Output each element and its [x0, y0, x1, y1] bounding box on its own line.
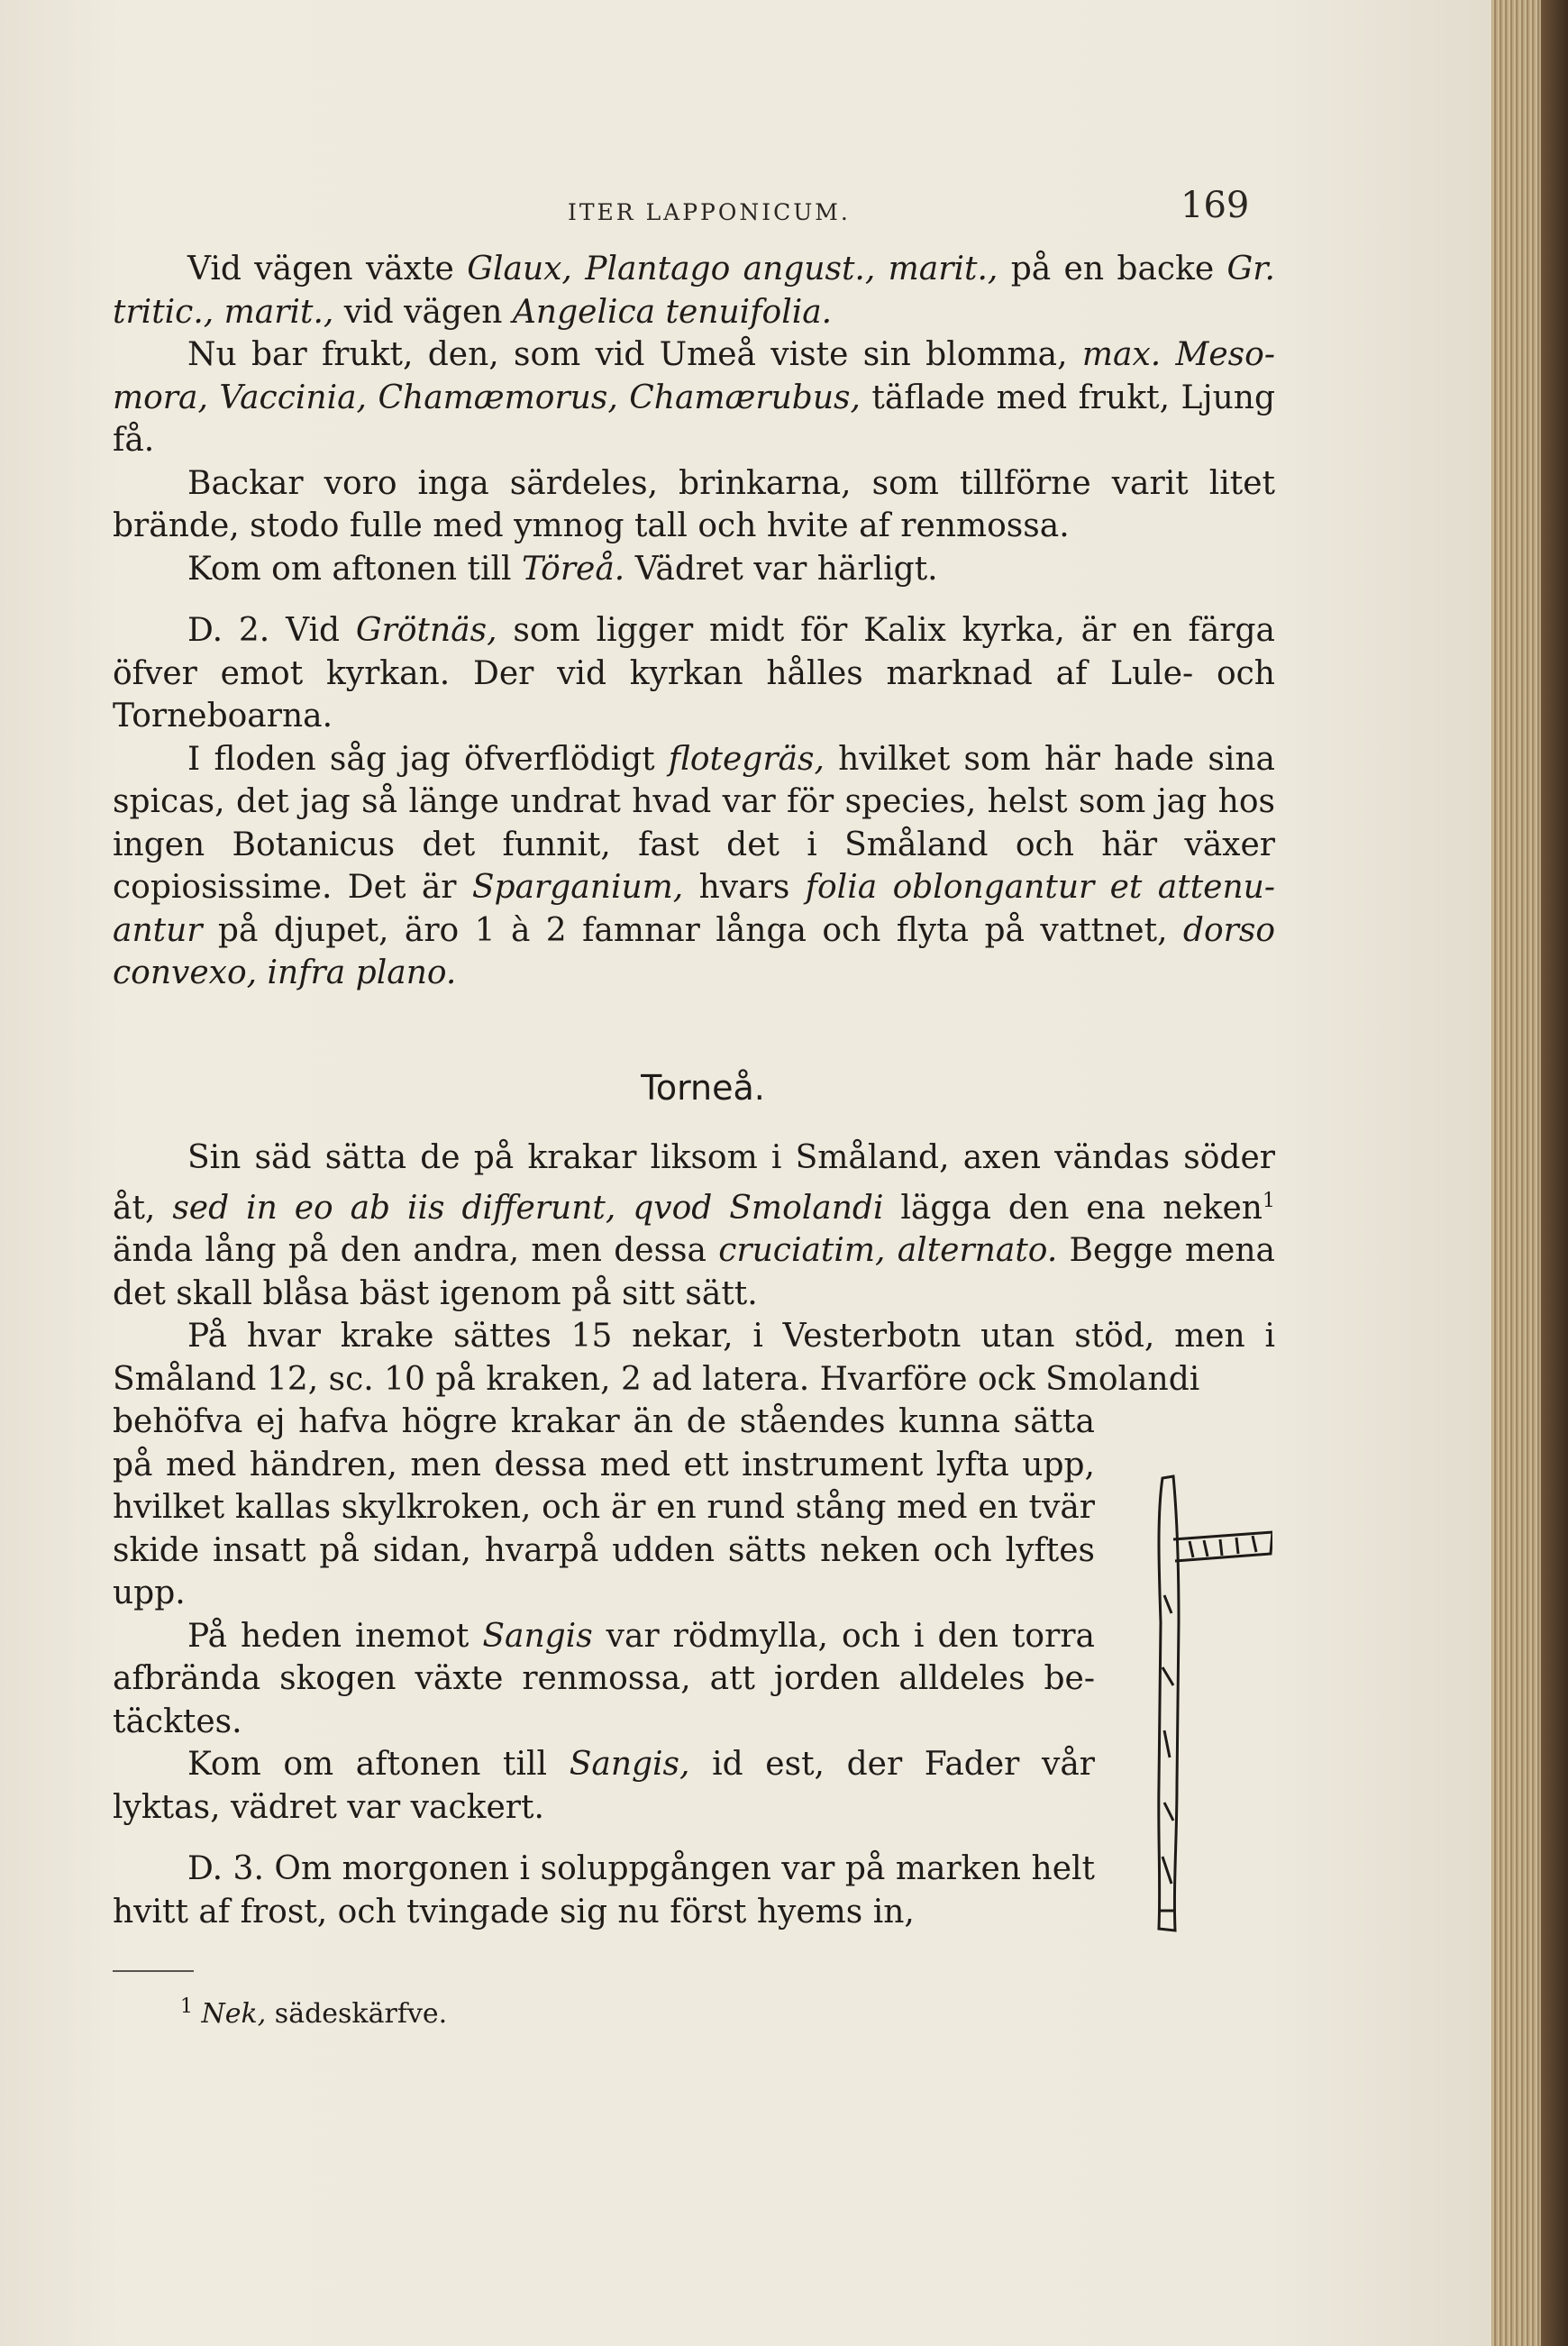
- paragraph: [113, 248, 1275, 333]
- paragraph: D. 3. Om morgonen i soluppgången var på marken helt hvitt af frost, och tvingade sig nu först hyems in,: [113, 1850, 1095, 1931]
- italic-run: Töreå.: [521, 550, 625, 588]
- text-run: Nu bar frukt, den, som vid Umeå viste sin blomma,: [187, 336, 1082, 373]
- skylkrok-drawing-icon: [1137, 1460, 1272, 1947]
- text-run: hvars: [683, 869, 806, 906]
- text-run: på djupet, äro 1 à 2 famnar långa och flyta på vattnet,: [202, 911, 1183, 949]
- paragraph: [113, 738, 1275, 995]
- running-title: ITER LAPPONICUM.: [568, 199, 851, 225]
- text-run: lägga den ena neken: [883, 1189, 1263, 1227]
- paragraph: [113, 548, 1275, 591]
- paragraph: På hvar krake sättes 15 nekar, i Vesterbotn utan stöd, men i Småland 12, sc. 10 på kraken, 2 ad latera. Hvarföre ock Smolandi: [113, 1318, 1275, 1398]
- paragraph: [113, 333, 1275, 462]
- text-run: täflade med frukt, Ljung få.: [113, 379, 1276, 459]
- italic-run: folia oblongantur et attenu-antur: [113, 869, 1275, 949]
- footnote-rule: [113, 1970, 194, 1972]
- paragraph: [113, 1615, 1095, 1744]
- text-run: Vädret var härligt.: [624, 550, 938, 588]
- text-run: ända lång på den andra, men dessa: [113, 1232, 719, 1269]
- body-text: [113, 248, 1275, 1933]
- text-run: vid vägen: [333, 293, 513, 331]
- text-run: Kom om aftonen till: [187, 1746, 570, 1783]
- italic-run: flotegräs,: [668, 740, 825, 778]
- text-run: På heden inemot: [187, 1617, 483, 1655]
- italic-run: cruciatim, alternato.: [718, 1232, 1058, 1269]
- paragraph: [113, 1743, 1095, 1829]
- text-run: sädeskärfve.: [266, 1998, 448, 2030]
- text-run: I floden såg jag öfverflödigt: [187, 740, 669, 778]
- italic-run: max. Meso-mora, Vaccinia, Chamæmorus, Chamærubus,: [113, 336, 1275, 416]
- paragraph-continued: behöfva ej hafva högre krakar än de ståendes kunna sätta på med händren, men dessa med ett instrument lyfta upp, hvilket kallas skylkroken, och är en rund stång med en tvär skide insatt på sidan, hvarpå udden sätts neken och lyftes upp.: [113, 1403, 1095, 1611]
- italic-run: Sangis: [482, 1617, 593, 1655]
- text-run: id est, der Fader vår lyktas, vädret var vackert.: [113, 1746, 1096, 1826]
- book-edge: [1491, 0, 1568, 2346]
- italic-run: Grötnäs,: [355, 612, 497, 649]
- footnote-marker: 1: [180, 1995, 193, 2018]
- italic-run: Angelica tenuifolia.: [512, 293, 833, 331]
- page-number: 169: [1181, 185, 1250, 226]
- italic-run: sed in eo ab iis differunt, qvod Smolandi: [172, 1189, 884, 1227]
- text-run: Kom om aftonen till: [187, 550, 522, 588]
- italic-run: dorso convexo, infra plano.: [113, 911, 1275, 991]
- running-head: [0, 185, 1491, 239]
- text-run: Vid vägen växte: [187, 251, 468, 288]
- footnote: [180, 1995, 447, 2030]
- text-run: var rödmylla, och i den torra afbrända skogen växte renmossa, att jorden alldeles be-täcktes.: [113, 1617, 1095, 1740]
- italic-run: Sparganium,: [471, 869, 684, 906]
- paragraph: [113, 609, 1275, 738]
- italic-run: Glaux, Plantago angust., marit.,: [467, 251, 998, 288]
- text-run: D. 2. Vid: [187, 612, 356, 649]
- paragraph: [113, 1136, 1275, 1315]
- text-run: på en backe: [998, 251, 1227, 288]
- text-run: Sin säd sätta de på krakar liksom i Småland, axen vändas söder åt,: [113, 1139, 1275, 1227]
- paragraph: Backar voro inga särdeles, brinkarna, som tillförne varit litet brände, stodo fulle med ymnog tall och hvite af renmossa.: [113, 464, 1275, 544]
- text-run: hvilket som här hade sina spicas, det jag så länge undrat hvad var för species, helst som jag hos ingen Botanicus det funnit, fast det i Småland och här växer copiosissime. Det är: [113, 740, 1275, 906]
- text-run: Begge mena det skall blåsa bäst igenom på sitt sätt.: [113, 1232, 1275, 1312]
- italic-run: Nek,: [201, 1998, 267, 2030]
- italic-run: Gr. tritic., marit.,: [113, 251, 1276, 331]
- text-run: som ligger midt för Kalix kyrka, är en färga öfver emot kyrkan. Der vid kyrkan hålles marknad af Lule- och Torneboarna.: [113, 612, 1275, 735]
- section-heading: Torneå.: [641, 1067, 765, 1108]
- footnote-marker: 1: [1263, 1189, 1275, 1212]
- italic-run: Sangis,: [569, 1746, 690, 1783]
